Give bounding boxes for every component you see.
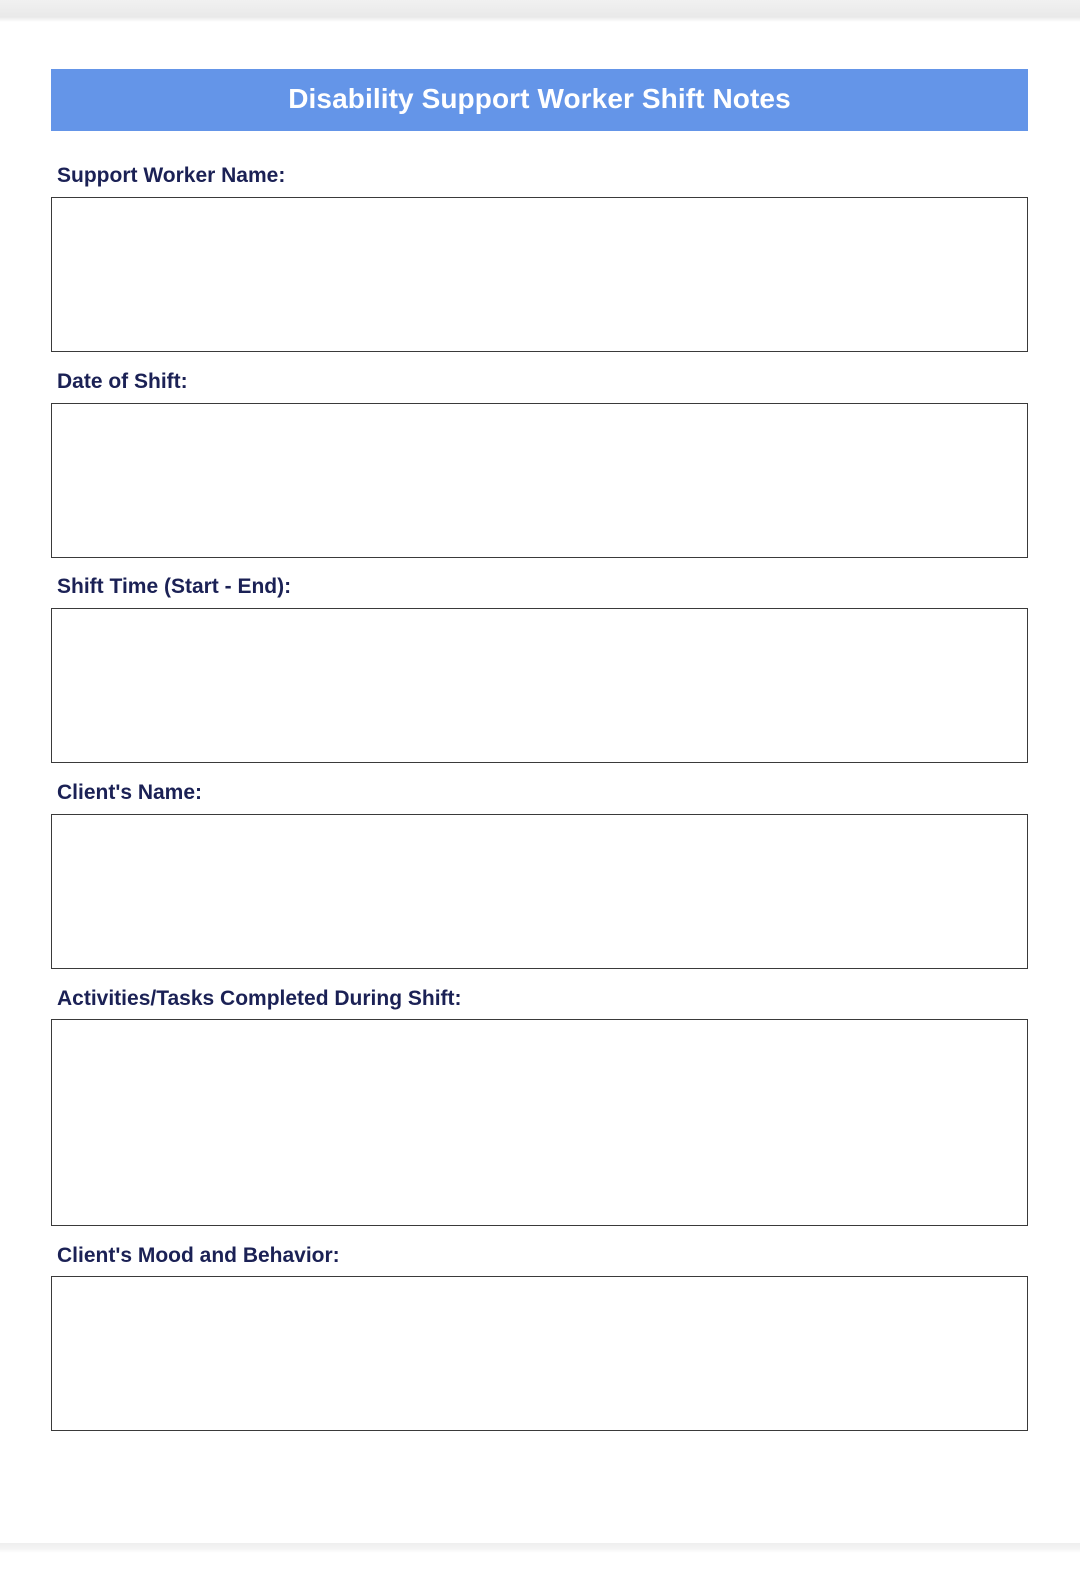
client-mood-behavior-field[interactable] <box>51 1276 1028 1431</box>
page-top-edge <box>0 0 1080 22</box>
activities-tasks-label: Activities/Tasks Completed During Shift: <box>57 987 462 1010</box>
client-mood-behavior-label: Client's Mood and Behavior: <box>57 1244 340 1267</box>
client-name-field[interactable] <box>51 814 1028 969</box>
date-of-shift-field[interactable] <box>51 403 1028 558</box>
shift-time-field[interactable] <box>51 608 1028 763</box>
support-worker-name-label: Support Worker Name: <box>57 164 286 187</box>
client-name-label: Client's Name: <box>57 781 203 804</box>
shift-time-label: Shift Time (Start - End): <box>57 575 292 598</box>
page-bottom-edge <box>0 1543 1080 1569</box>
activities-tasks-field[interactable] <box>51 1019 1028 1226</box>
form-title-bar <box>51 69 1028 131</box>
date-of-shift-label: Date of Shift: <box>57 370 188 393</box>
form-title: Disability Support Worker Shift Notes <box>288 83 791 114</box>
support-worker-name-field[interactable] <box>51 197 1028 352</box>
